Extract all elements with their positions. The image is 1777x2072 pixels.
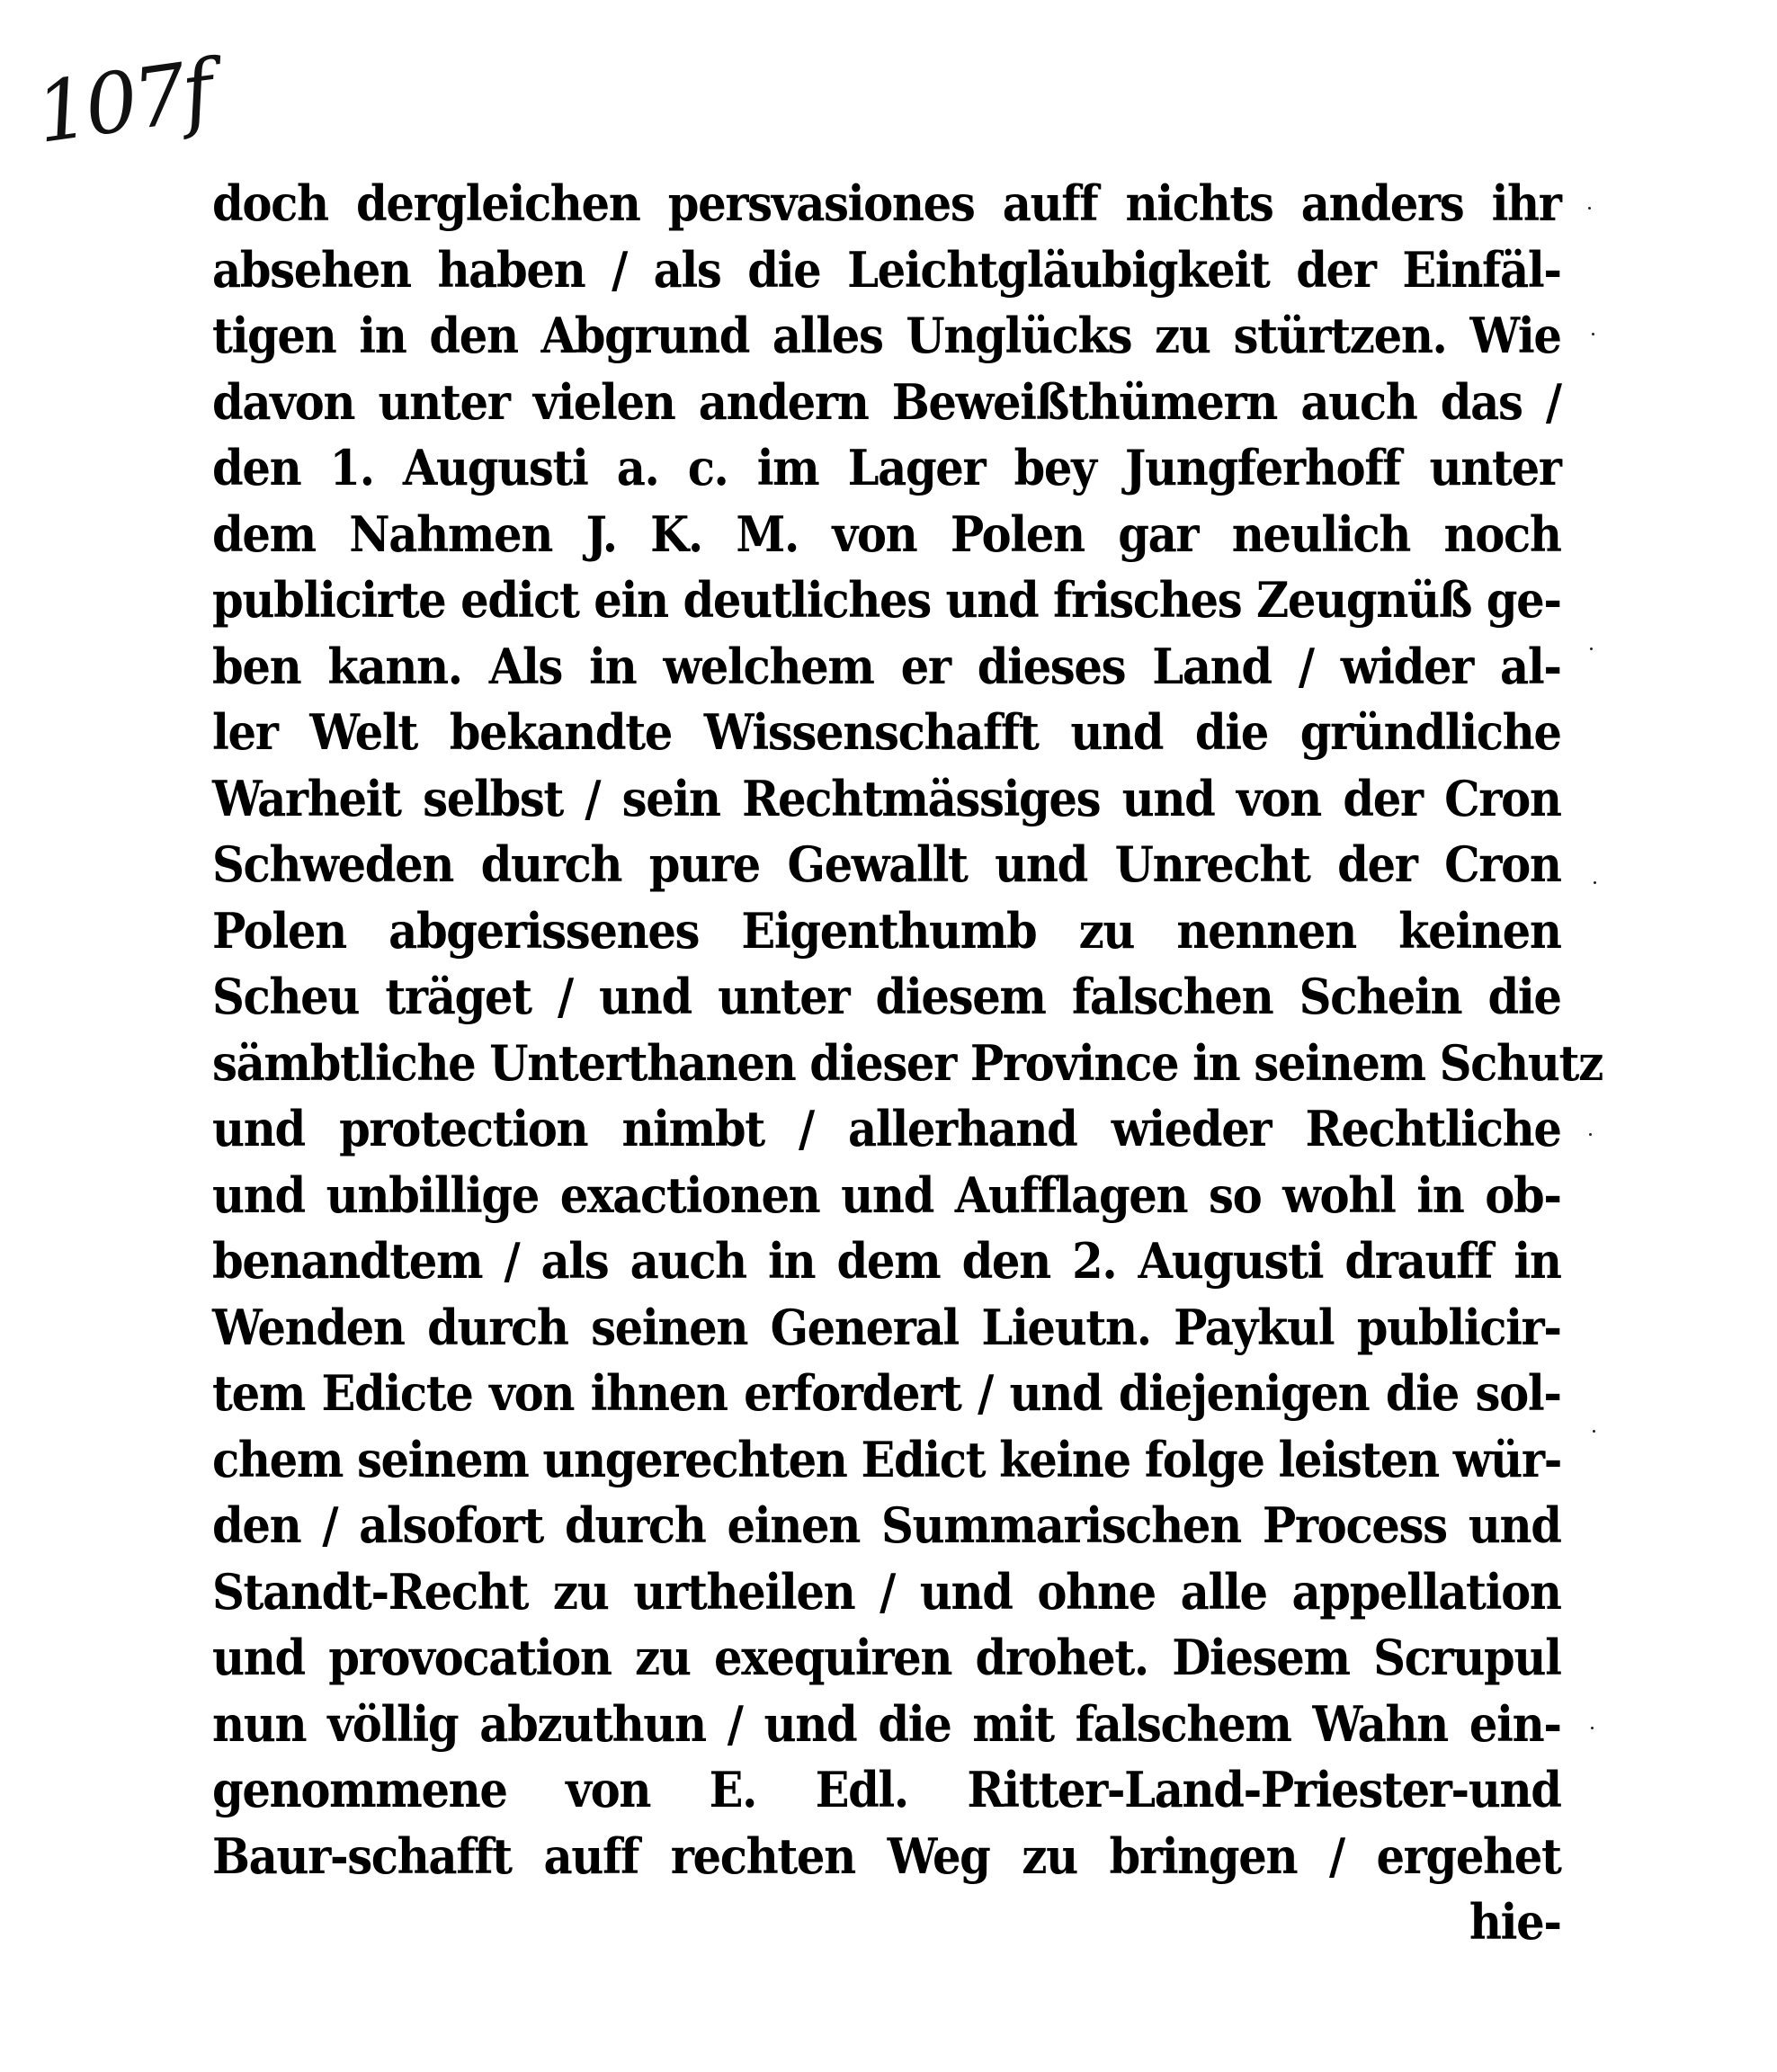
text-line: und unbillige exactionen und Aufflagen so wohl in ob-: [212, 1166, 1561, 1224]
text-line: tigen in den Abgrund alles Unglücks zu stürtzen. Wie: [212, 307, 1561, 364]
text-line: und protection nimbt / allerhand wieder Rechtliche: [212, 1100, 1561, 1157]
text-line: benandtem / als auch in dem den 2. Augusti drauff in: [212, 1232, 1561, 1290]
text-line: Wenden durch seinen General Lieutn. Paykul publicir-: [212, 1298, 1561, 1356]
text-line: ben kann. Als in welchem er dieses Land / wider al-: [212, 637, 1561, 695]
text-line: absehen haben / als die Leichtgläubigkeit der Einfäl-: [212, 240, 1561, 299]
text-line: Scheu träget / und unter diesem falschen Schein die: [212, 968, 1561, 1025]
text-line: und provocation zu exequiren drohet. Diesem Scrupul: [212, 1629, 1561, 1686]
text-line: publicirte edict ein deutliches und frisches Zeugnüß ge-: [212, 571, 1561, 629]
text-line: davon unter vielen andern Beweißthümern auch das /: [212, 372, 1561, 431]
text-line: Standt-Recht zu urtheilen / und ohne alle appellation: [212, 1562, 1561, 1621]
text-line: Polen abgerissenes Eigenthumb zu nennen keinen: [212, 901, 1561, 960]
margin-specks: [1588, 180, 1597, 1889]
text-line: genommene von E. Edl. Ritter-Land-Priester-und: [212, 1761, 1561, 1818]
catchword: hie-: [1469, 1893, 1561, 1951]
text-line: doch dergleichen persvasiones auff nichts anders ihr: [212, 174, 1561, 232]
text-line: ler Welt bekandte Wissenschafft und die gründliche: [212, 703, 1561, 761]
text-line: dem Nahmen J. K. M. von Polen gar neulich noch: [212, 505, 1561, 563]
text-line: nun völlig abzuthun / und die mit falschem Wahn ein-: [212, 1694, 1561, 1753]
text-line: chem seinem ungerechten Edict keine folge leisten wür-: [212, 1430, 1561, 1488]
text-line: Warheit selbst / sein Rechtmässiges und von der Cron: [212, 769, 1561, 827]
text-line: sämbtliche Unterthanen dieser Province in seinem Schutz: [212, 1033, 1603, 1092]
text-line: tem Edicte von ihnen erfordert / und diejenigen die sol-: [212, 1364, 1561, 1422]
text-line: den 1. Augusti a. c. im Lager bey Jungferhoff unter: [212, 439, 1561, 496]
text-line: den / alsofort durch einen Summarischen Process und: [212, 1496, 1561, 1554]
text-line: Schweden durch pure Gewallt und Unrecht der Cron: [212, 835, 1561, 893]
handwritten-folio-note: 107f: [30, 42, 217, 162]
text-line: Baur-schafft auff rechten Weg zu bringen / ergehet: [212, 1826, 1561, 1885]
body-text: [212, 171, 1603, 1956]
